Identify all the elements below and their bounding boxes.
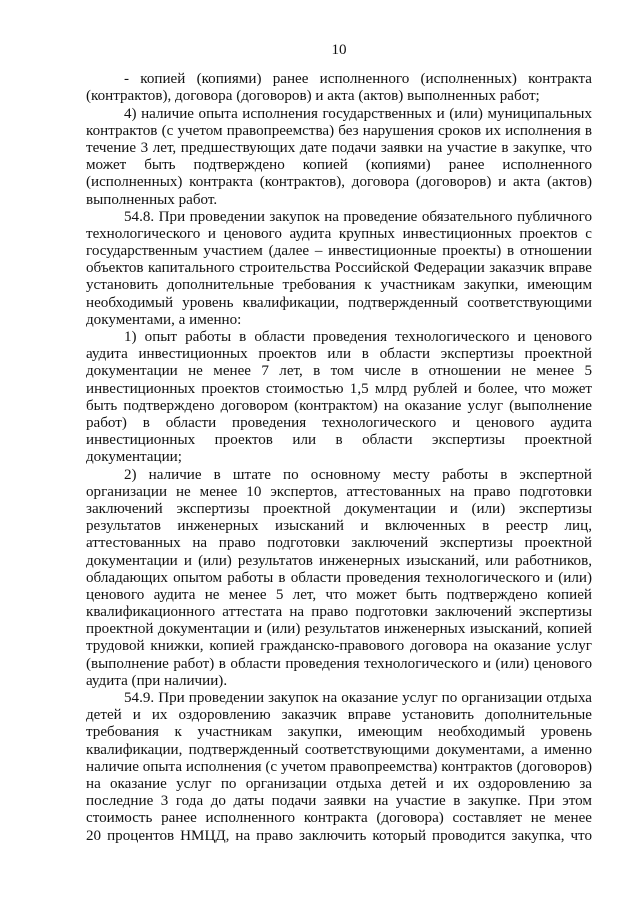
text-line: (исполненных) контракта (контрактов), договора (договоров) и акта (актов) bbox=[86, 174, 592, 191]
text-line: документации; bbox=[86, 449, 182, 466]
text-line: документами, а именно: bbox=[86, 311, 242, 328]
paragraph bbox=[86, 329, 592, 467]
paragraph bbox=[86, 106, 592, 209]
text-line: проектной документации и (или) результатов инженерных изысканий, копией bbox=[86, 621, 592, 638]
text-line: инвестиционных проектов или в области экспертизы проектной bbox=[86, 432, 592, 449]
text-line: выполненных работ. bbox=[86, 191, 218, 208]
text-line: результатов инженерных изысканий и включенных в реестр лиц, bbox=[86, 518, 592, 535]
text-line: работ) в области проведения технологического и ценового аудита bbox=[86, 415, 592, 431]
text-line: объектов капитального строительства Российской Федерации заказчик вправе bbox=[86, 260, 592, 277]
text-line: требования к участникам закупки, имеющим необходимый уровень bbox=[86, 724, 592, 741]
text-line: 54.8. При проведении закупок на проведение обязательного публичного bbox=[124, 208, 592, 225]
text-line: квалификации, подтвержденный соответствующими документами, а именно bbox=[86, 741, 592, 758]
text-line: контрактов (с учетом правопреемства) без нарушения сроков их исполнения в bbox=[86, 122, 592, 139]
text-line: обладающих опытом работы в области проведения технологического и (или) bbox=[86, 569, 592, 586]
text-line: организации не менее 10 экспертов, аттестованных на право подготовки bbox=[86, 483, 592, 500]
text-line: 2) наличие в штате по основному месту работы в экспертной bbox=[124, 466, 592, 483]
document-page bbox=[86, 42, 592, 845]
text-line: 1) опыт работы в области проведения технологического и ценового bbox=[124, 329, 592, 346]
text-line: документации и (или) результатов инженерных изысканий, или работников, bbox=[86, 552, 592, 569]
text-line: 4) наличие опыта исполнения государственных и (или) муниципальных bbox=[124, 105, 592, 122]
text-line: ценового аудита не менее 5 лет, что может быть подтверждено копией bbox=[86, 586, 592, 603]
text-line: технологического и ценового аудита крупных инвестиционных проектов с bbox=[86, 225, 592, 242]
text-line: 20 процентов НМЦД, на право заключить который проводится закупка, что bbox=[86, 827, 592, 844]
paragraph bbox=[86, 71, 592, 105]
text-line: установить дополнительные требования к участникам закупки, имеющим bbox=[86, 277, 592, 294]
text-line: наличие опыта исполнения (с учетом правопреемства) контрактов (договоров) bbox=[86, 758, 592, 775]
document-body bbox=[86, 71, 592, 845]
text-line: стоимость ранее исполненного контракта (договора) составляет не менее bbox=[86, 810, 592, 827]
paragraph bbox=[86, 467, 592, 690]
text-line: документации не менее 7 лет, в том числе в отношении не менее 5 bbox=[86, 363, 592, 380]
text-line: (контрактов), договора (договоров) и акта (актов) выполненных работ; bbox=[86, 88, 540, 105]
paragraph bbox=[86, 690, 592, 845]
text-line: 54.9. При проведении закупок на оказание услуг по организации отдыха bbox=[124, 690, 592, 707]
page-number: 10 bbox=[331, 42, 347, 58]
text-line: течение 3 лет, предшествующих дате подачи заявки на участие в закупке, что bbox=[86, 139, 592, 156]
text-line: необходимый уровень квалификации, подтвержденный соответствующими bbox=[86, 294, 592, 311]
text-line: быть подтверждено договором (контрактом) на оказание услуг (выполнение bbox=[86, 397, 592, 414]
text-line: аттестованных на право подготовки заключений экспертизы проектной bbox=[86, 535, 592, 552]
text-line: может быть подтверждено копией (копиями) ранее исполненного bbox=[86, 157, 592, 174]
text-line: на оказание услуг по организации отдыха детей и их оздоровлению за bbox=[86, 775, 592, 792]
text-line: трудовой книжки, копией гражданско-правового договора на оказание услуг bbox=[86, 638, 592, 655]
text-line: (выполнение работ) в области проведения технологического и (или) ценового bbox=[86, 655, 592, 672]
text-line: аудита (при наличии). bbox=[86, 672, 228, 689]
text-line: государственным участием (далее – инвестиционные проекты) в отношении bbox=[86, 243, 592, 260]
paragraph bbox=[86, 209, 592, 329]
text-line: аудита инвестиционных проектов или в области экспертизы проектной bbox=[86, 346, 592, 363]
text-line: инвестиционных проектов стоимостью 1,5 млрд рублей и более, что может bbox=[86, 380, 592, 397]
text-line: детей и их оздоровлению заказчик вправе установить дополнительные bbox=[86, 707, 592, 724]
text-line: - копией (копиями) ранее исполненного (исполненных) контракта bbox=[124, 71, 592, 88]
text-line: последние 3 года до даты подачи заявки на участие в закупке. При этом bbox=[86, 793, 592, 810]
text-line: заключений экспертизы проектной документации и (или) экспертизы bbox=[86, 500, 592, 517]
text-line: квалификационного аттестата на право подготовки заключений экспертизы bbox=[86, 604, 592, 621]
